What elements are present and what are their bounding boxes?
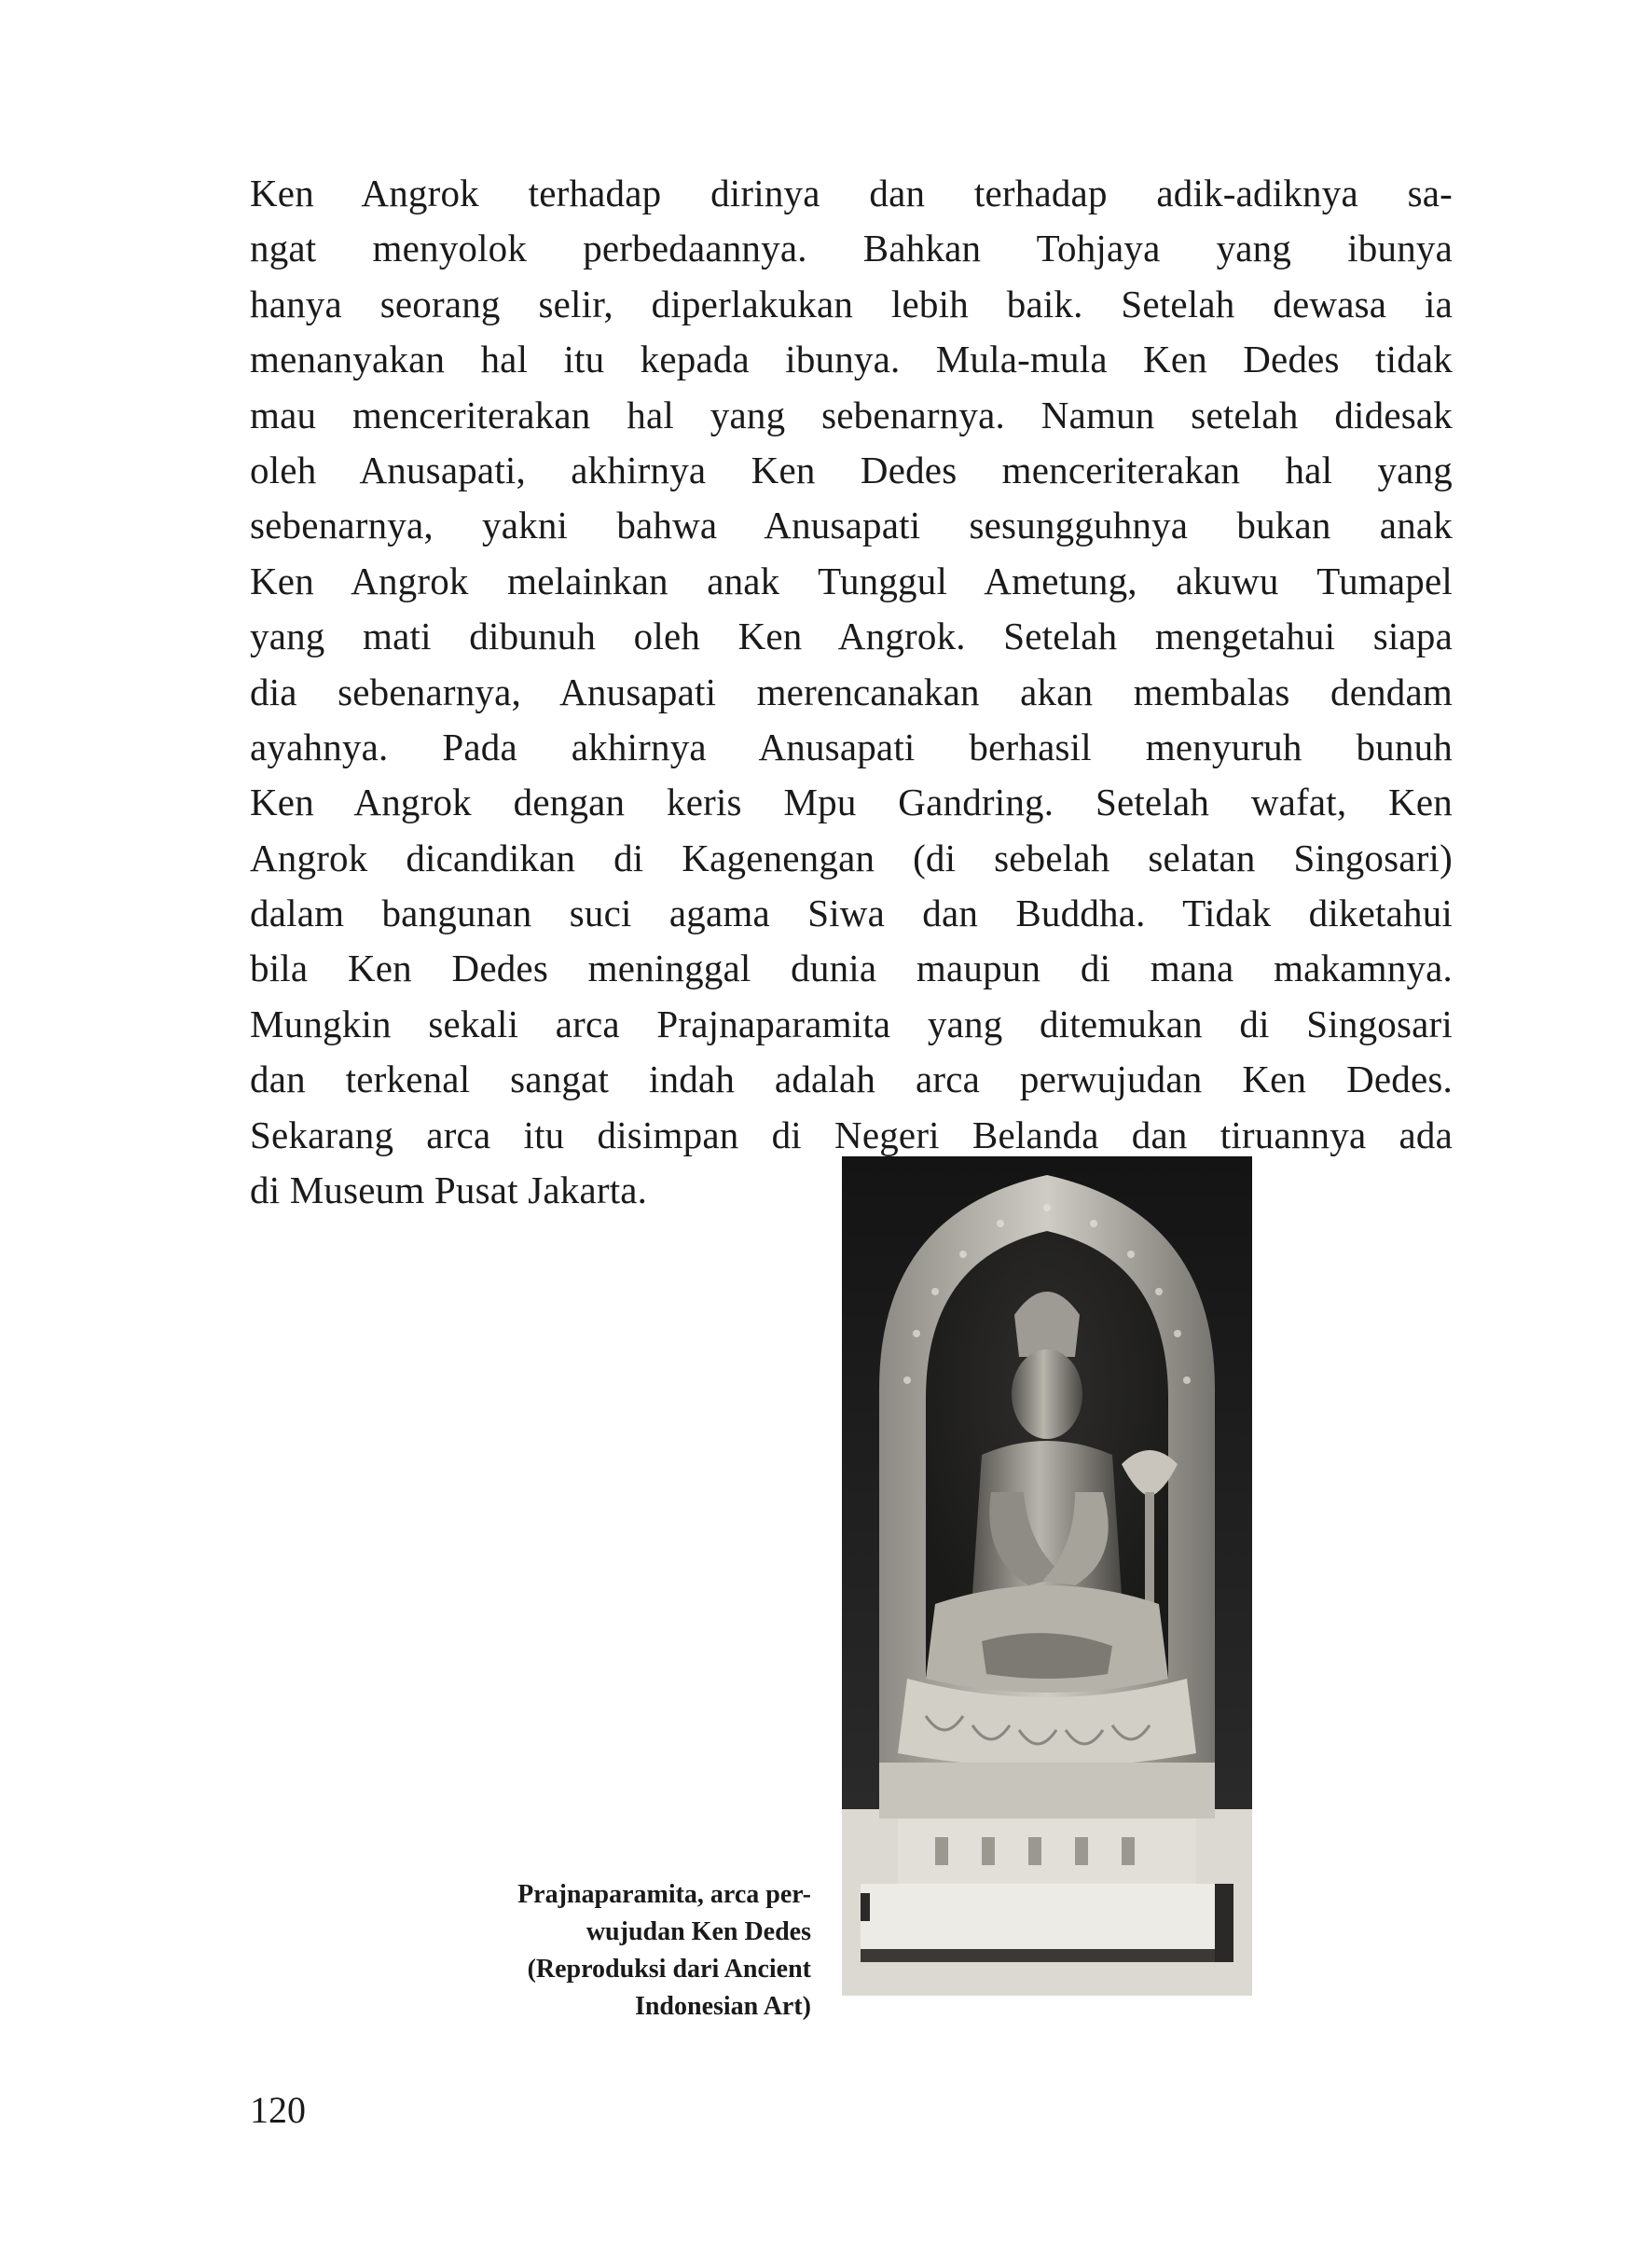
text-line: dalam bangunan suci agama Siwa dan Buddha. Tidak diketahui: [250, 892, 1453, 935]
text-line: Mungkin sekali arca Prajnaparamita yang ditemukan di Singosari: [250, 1002, 1453, 1045]
text-line: dan terkenal sangat indah adalah arca perwujudan Ken Dedes.: [250, 1058, 1453, 1101]
text-line: bila Ken Dedes meninggal dunia maupun di mana makamnya.: [250, 947, 1453, 990]
text-line: Ken Angrok dengan keris Mpu Gandring. Setelah wafat, Ken: [250, 781, 1453, 824]
caption-line: (Reproduksi dari Ancient: [527, 1955, 811, 1984]
text-line: Sekarang arca itu disimpan di Negeri Belanda dan tiruannya ada: [250, 1113, 1453, 1156]
text-line: dia sebenarnya, Anusapati merencanakan akan membalas dendam: [250, 670, 1453, 713]
text-line: di Museum Pusat Jakarta.: [250, 1169, 648, 1212]
statue-illustration: [842, 1156, 1252, 1996]
text-line: ngat menyolok perbedaannya. Bahkan Tohjaya yang ibunya: [250, 227, 1453, 270]
text-line: sebenarnya, yakni bahwa Anusapati sesungguhnya bukan anak: [250, 504, 1453, 547]
figure-caption: [410, 1876, 811, 2026]
text-line: Ken Angrok terhadap dirinya dan terhadap adik-adiknya sa-: [250, 172, 1453, 214]
caption-line: Indonesian Art): [634, 1992, 811, 2021]
text-line: mau menceriterakan hal yang sebenarnya. Namun setelah didesak: [250, 393, 1453, 436]
text-line: ayahnya. Pada akhirnya Anusapati berhasil menyuruh bunuh: [250, 725, 1453, 768]
text-line: yang mati dibunuh oleh Ken Angrok. Setelah mengetahui siapa: [250, 615, 1453, 658]
caption-line: wujudan Ken Dedes: [586, 1917, 811, 1946]
page-number: 120: [250, 2089, 306, 2131]
caption-line: Prajnaparamita, arca per-: [517, 1880, 811, 1909]
text-line: Angrok dicandikan di Kagenengan (di sebelah selatan Singosari): [250, 836, 1453, 879]
body-paragraph: [250, 166, 1453, 1218]
text-line: menanyakan hal itu kepada ibunya. Mula-mula Ken Dedes tidak: [250, 338, 1453, 381]
statue-photograph: [842, 1156, 1252, 1996]
text-line: Ken Angrok melainkan anak Tunggul Ametung, akuwu Tumapel: [250, 559, 1453, 602]
text-line: hanya seorang selir, diperlakukan lebih baik. Setelah dewasa ia: [250, 282, 1453, 325]
text-line: oleh Anusapati, akhirnya Ken Dedes menceriterakan hal yang: [250, 448, 1453, 491]
